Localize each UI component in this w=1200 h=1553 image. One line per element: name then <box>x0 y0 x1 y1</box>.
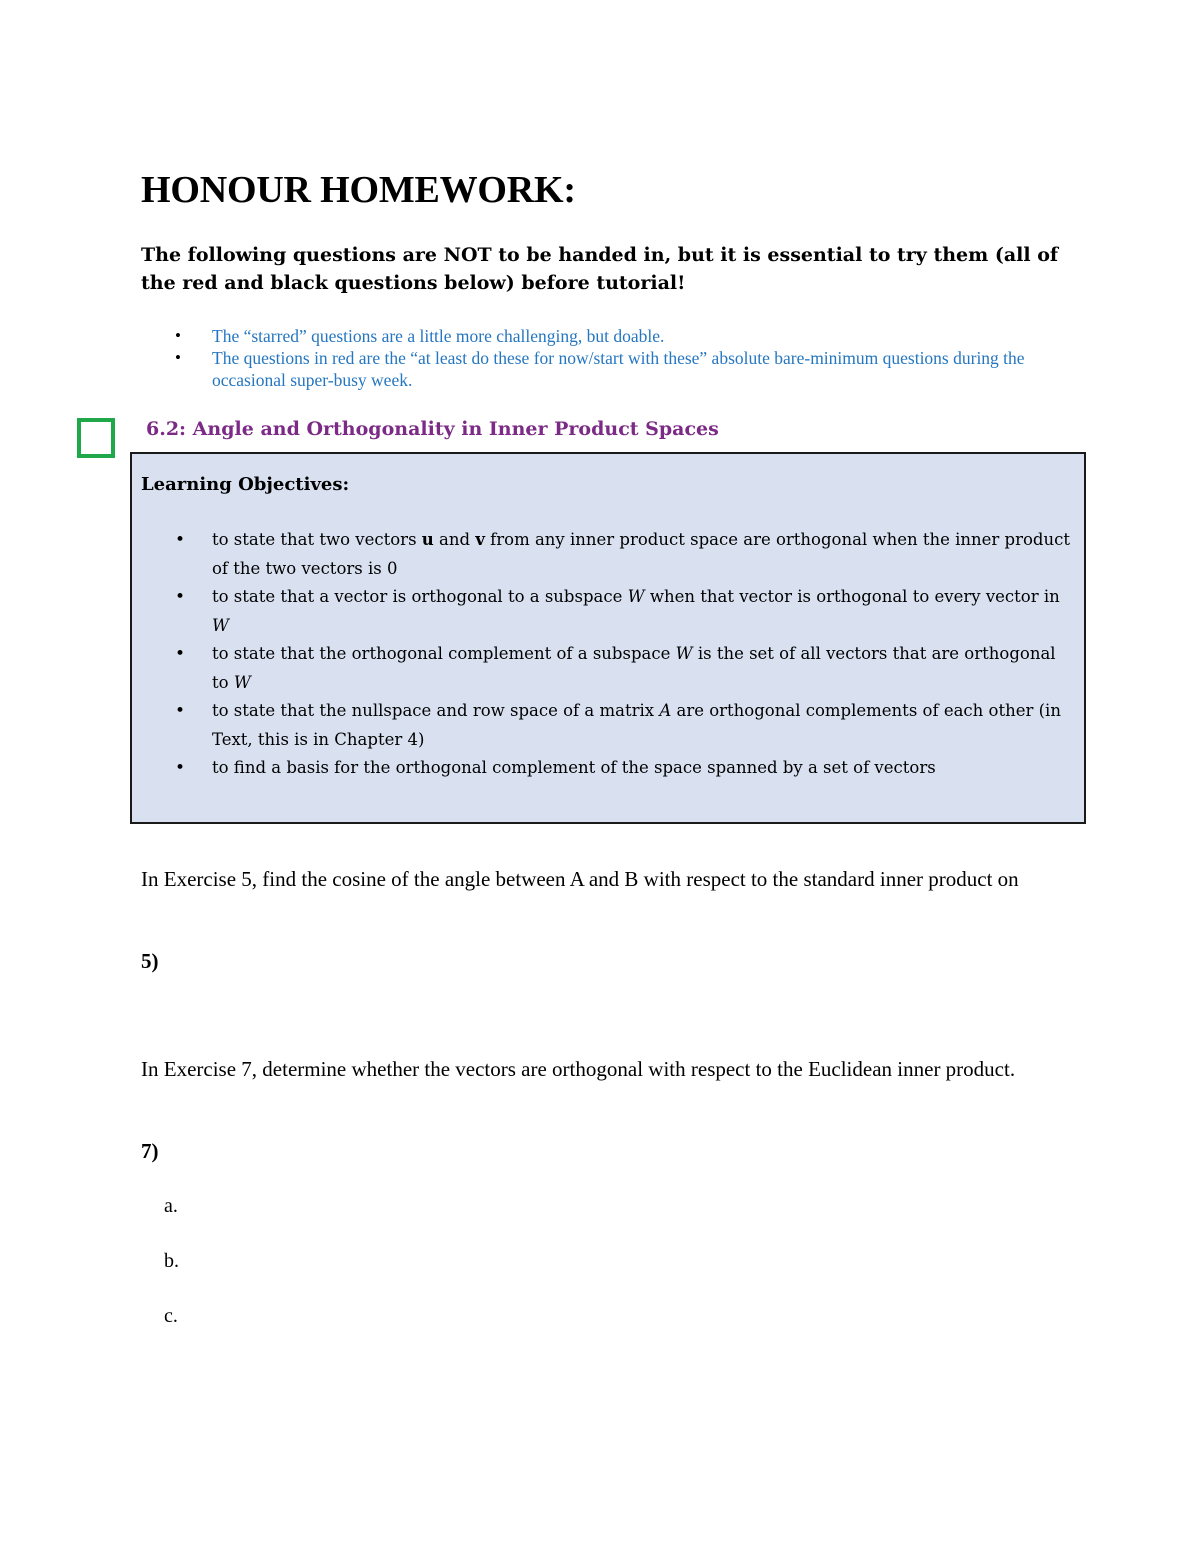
exercise-7-part-a: a. <box>164 1195 178 1217</box>
vector-symbol: v <box>475 530 485 549</box>
objective-text: to state that the nullspace and row space of a matrix <box>212 701 660 720</box>
bullet-icon: • <box>175 348 181 367</box>
objective-text: to find a basis for the orthogonal complement of the space spanned by a set of vectors <box>212 758 936 777</box>
math-symbol: W <box>627 587 645 606</box>
list-item <box>141 640 1071 697</box>
list-item <box>141 754 1071 783</box>
intro-paragraph: The following questions are NOT to be handed in, but it is essential to try them (all of the red and black questions below) before tutorial! <box>141 244 1059 294</box>
notes-list <box>141 325 1101 391</box>
exercise-5-number: 5) <box>141 949 159 973</box>
note-text: The “starred” questions are a little more challenging, but doable. <box>212 326 665 346</box>
note-text: The questions in red are the “at least do these for now/start with these” absolute bare-minimum questions during the occasional super-busy week. <box>212 348 1025 390</box>
exercise-5-instruction: In Exercise 5, find the cosine of the angle between A and B with respect to the standard inner product on <box>141 867 1019 891</box>
exercise-7-part-b: b. <box>164 1250 179 1272</box>
bullet-icon: • <box>175 758 186 778</box>
list-item <box>141 347 1101 391</box>
objective-text: to state that a vector is orthogonal to a subspace <box>212 587 628 606</box>
objective-text: are orthogonal complements of each other (in Text, this is in Chapter 4) <box>212 701 1061 749</box>
objective-text: to state that two vectors <box>212 530 422 549</box>
section-checkbox[interactable] <box>77 418 115 458</box>
bullet-icon: • <box>175 587 186 607</box>
objective-text: when that vector is orthogonal to every vector in <box>644 587 1060 606</box>
objective-text: and <box>433 530 476 549</box>
list-item <box>141 697 1071 754</box>
list-item <box>141 325 1101 347</box>
vector-symbol: u <box>421 530 434 549</box>
math-symbol: A <box>659 701 672 720</box>
objective-text: from any inner product space are orthogonal when the inner product of the two vectors is 0 <box>212 530 1070 578</box>
bullet-icon: • <box>175 644 186 664</box>
objective-text: is the set of all vectors that are orthogonal to <box>212 644 1056 692</box>
bullet-icon: • <box>175 701 186 721</box>
section-heading: 6.2: Angle and Orthogonality in Inner Product Spaces <box>146 418 719 440</box>
exercise-7-instruction: In Exercise 7, determine whether the vectors are orthogonal with respect to the Euclidean inner product. <box>141 1057 1016 1081</box>
math-symbol: W <box>233 672 251 692</box>
objectives-title: Learning Objectives: <box>141 474 350 495</box>
list-item <box>141 583 1071 640</box>
math-symbol: W <box>675 644 693 663</box>
bullet-icon: • <box>175 326 181 345</box>
math-symbol: W <box>212 615 229 635</box>
objective-text: to state that the orthogonal complement of a subspace <box>212 644 676 663</box>
exercise-7-number: 7) <box>141 1139 159 1163</box>
bullet-icon: • <box>175 530 186 550</box>
page-title: HONOUR HOMEWORK: <box>141 169 576 211</box>
list-item <box>141 526 1071 583</box>
objectives-list <box>141 526 1071 783</box>
exercise-7-part-c: c. <box>164 1305 178 1327</box>
